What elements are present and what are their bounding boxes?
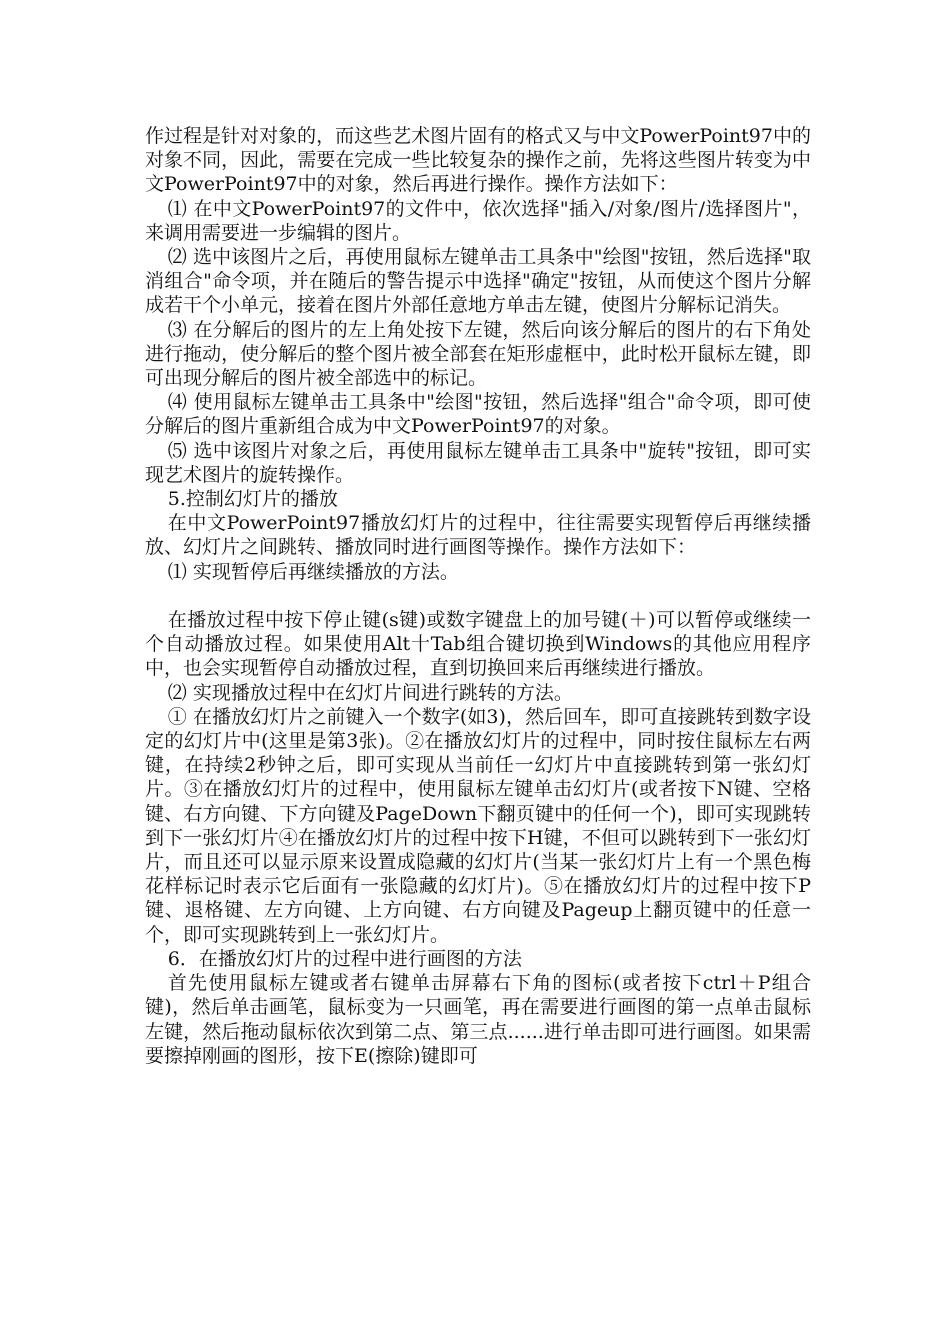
paragraph-pause-body: 在播放过程中按下停止键(s键)或数字键盘上的加号键(＋)可以暂停或继续一个自动播放过程。如果使用Alt十Tab组合键切换到Windows的其他应用程序中，也会实现暂停自动播放过程，直到切换回来后再继续进行播放。 [145, 609, 811, 680]
paragraph-step-2: ⑵ 选中该图片之后，再使用鼠标左键单击工具条中"绘图"按钮，然后选择"取消组合"命令项，并在随后的警告提示中选择"确定"按钮，从而使这个图片分解成若干个小单元，接着在图片外部任意地方单击左键，使图片分解标记消失。 [145, 246, 811, 317]
paragraph-step-5: ⑸ 选中该图片对象之后，再使用鼠标左键单击工具条中"旋转"按钮，即可实现艺术图片的旋转操作。 [145, 439, 811, 486]
paragraph-drawing-body: 首先使用鼠标左键或者右键单击屏幕右下角的图标(或者按下ctrl＋P组合键)，然后单击画笔，鼠标变为一只画笔，再在需要进行画图的第一点单击鼠标左键，然后拖动鼠标依次到第二点、第三点......进行单击即可进行画图。如果需要擦掉刚画的图形，按下E(擦除)键即可 [145, 972, 811, 1067]
paragraph-step-1: ⑴ 在中文PowerPoint97的文件中，依次选择"插入/对象/图片/选择图片"，来调用需要进一步编辑的图片。 [145, 197, 811, 244]
paragraph-step-3: ⑶ 在分解后的图片的左上角处按下左键，然后向该分解后的图片的右下角处进行拖动，使分解后的整个图片被全部套在矩形虚框中，此时松开鼠标左键，即可出现分解后的图片被全部选中的标记。 [145, 318, 811, 390]
paragraph-intro: 作过程是针对对象的，而这些艺术图片固有的格式又与中文PowerPoint97中的对象不同，因此，需要在完成一些比较复杂的操作之前，先将这些图片转变为中文PowerPoint97中的对象，然后再进行操作。操作方法如下： [145, 125, 811, 196]
paragraph-jump-heading: ⑵ 实现播放过程中在幻灯片间进行跳转的方法。 [167, 681, 573, 704]
section-heading-5: 5.控制幻灯片的播放 [167, 488, 338, 511]
paragraph-step-4: ⑷ 使用鼠标左键单击工具条中"绘图"按钮，然后选择"组合"命令项，即可使分解后的图片重新组合成为中文PowerPoint97的对象。 [145, 391, 811, 438]
paragraph-jump-body: ① 在播放幻灯片之前键入一个数字(如3)，然后回车，即可直接跳转到数字设定的幻灯片中(这里是第3张)。②在播放幻灯片的过程中，同时按住鼠标左右两键，在持续2秒钟之后，即可实现从当前任一幻灯片中直接跳转到第一张幻灯片。③在播放幻灯片的过程中，使用鼠标左键单击幻灯片(或者按下N键、空格键、右方向键、下方向键及PageDown下翻页键中的任何一个)，即可实现跳转到下一张幻灯片④在播放幻灯片的过程中按下H键，不但可以跳转到下一张幻灯片，而且还可以显示原来设置成隐藏的幻灯片(当某一张幻灯片上有一个黑色梅花样标记时表示它后面有一张隐藏的幻灯片)。⑤在播放幻灯片的过程中按下P键、退格键、左方向键、上方向键、右方向键及Pageup上翻页键中的任意一个，即可实现跳转到上一张幻灯片。 [145, 705, 811, 946]
section-heading-6: 6．在播放幻灯片的过程中进行画图的方法 [167, 947, 522, 970]
document-page [145, 124, 811, 1068]
paragraph-playback-intro: 在中文PowerPoint97播放幻灯片的过程中，往往需要实现暂停后再继续播放、幻灯片之间跳转、播放同时进行画图等操作。操作方法如下： [145, 512, 811, 559]
paragraph-pause-heading: ⑴ 实现暂停后再继续播放的方法。 [167, 560, 459, 583]
blank-line [145, 584, 811, 608]
